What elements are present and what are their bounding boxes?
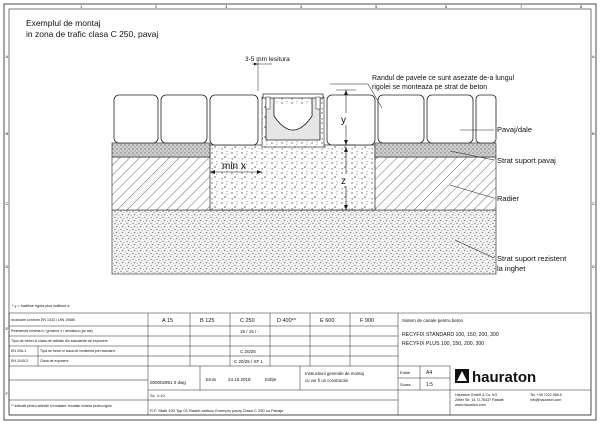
brand-name: hauraton bbox=[472, 369, 537, 386]
grid-col-7: 7 bbox=[520, 4, 523, 9]
dim-z-label: z bbox=[341, 176, 346, 187]
row-exposure: Clasa de expunere bbox=[40, 359, 69, 363]
bottom-note: ** Indicatii pentru selectie si instalare: fundatie minima pentru rigole bbox=[11, 404, 112, 408]
paver bbox=[210, 95, 258, 145]
dim-gap-label: 3-5 mm lesitura bbox=[245, 56, 290, 63]
paver bbox=[427, 95, 473, 143]
paver bbox=[378, 95, 424, 143]
grid-row-b: B bbox=[5, 131, 9, 136]
class-c250: C 250 bbox=[240, 318, 255, 324]
phone: Tel. +49 7222 958-0 bbox=[530, 393, 562, 397]
sheet-value: 1:5 bbox=[426, 382, 433, 388]
bedding-left bbox=[112, 143, 210, 157]
grid-col-4: 4 bbox=[300, 4, 303, 9]
callout-pavers-2: rigolei se monteaza pe strat de beton bbox=[372, 84, 488, 91]
grid-col-3: 3 bbox=[225, 4, 228, 9]
callout-strat-1: Strat suport rezistent bbox=[497, 254, 567, 263]
description: R.F. Stalk 100 Typ 01 Rastel antisoc Exemplu pavaj Clasa C 250 cu Pavaje bbox=[150, 408, 284, 413]
frame-left bbox=[266, 97, 270, 109]
paver bbox=[476, 95, 496, 143]
scale-label: Sc. 1:10 bbox=[150, 393, 165, 398]
grid-row-e: E bbox=[5, 326, 9, 331]
callout-pavers-1: Randul de pavele ce sunt asezate de-a lungul bbox=[372, 75, 515, 82]
row-dims: Rezistenta minima b / grosime z / armatura (pe cat) bbox=[11, 329, 93, 333]
frost-layer bbox=[112, 210, 496, 274]
products-line-2: RECYFIX PLUS 100, 150, 200, 300 bbox=[402, 341, 485, 347]
address-2: Zeller Str. 14, D-76437 Rastatt bbox=[455, 398, 504, 402]
right-title: Sistem de canale pentru beton bbox=[402, 318, 464, 323]
title-line-1: Exemplul de montaj bbox=[26, 18, 101, 28]
cell-c250-strength: C 20/25 bbox=[240, 349, 256, 354]
grid-col-2: 2 bbox=[155, 4, 158, 9]
row-code-2: EN 1045-2 bbox=[11, 359, 29, 363]
grid-col-6: 6 bbox=[445, 4, 448, 9]
edition-date: 24.10.2018 bbox=[228, 377, 251, 382]
edition-value: Ediție bbox=[265, 377, 277, 382]
grid-col-5: 5 bbox=[375, 4, 378, 9]
doc-number: 000002951 0 dwg bbox=[150, 380, 186, 385]
table-texts bbox=[11, 318, 499, 413]
instr-line-1: Instructiuni generale de montaj bbox=[305, 371, 364, 376]
row-strength: Tipul de beton si clasa de rezistenta prin standard bbox=[40, 349, 115, 353]
grid-row-f: F bbox=[5, 391, 8, 396]
email: info@hauraton.com bbox=[530, 398, 562, 402]
class-b125: B 125 bbox=[200, 318, 215, 324]
row-concrete: Tipul de beton si clasa de calitate din standarde de expunere bbox=[11, 339, 108, 343]
grid-row-c: C bbox=[5, 201, 9, 206]
bedding-right bbox=[375, 143, 496, 157]
title-block bbox=[9, 313, 591, 415]
frame-right bbox=[316, 97, 320, 109]
paver bbox=[161, 95, 207, 143]
grid-row-a-right: A bbox=[592, 54, 595, 59]
grid-col-8: 8 bbox=[580, 4, 583, 9]
grid-row-d: D bbox=[5, 264, 9, 269]
title-line-2: in zona de trafic clasa C 250, pavaj bbox=[26, 29, 159, 39]
grid-row-c-right: C bbox=[592, 201, 595, 206]
grid-row-a: A bbox=[5, 54, 9, 59]
grid-row-d-right: D bbox=[592, 264, 595, 269]
callout-strat-2: la inghet bbox=[497, 264, 526, 273]
callout-radier: Radier bbox=[497, 194, 520, 203]
class-e600: E 600 bbox=[320, 318, 335, 324]
paver bbox=[114, 95, 158, 143]
hauraton-logo bbox=[455, 369, 536, 386]
address-1: Hauraton GmbH & Co. KG bbox=[455, 393, 498, 397]
cell-c250-exposure: C 20/25 / XF 1 bbox=[234, 359, 264, 364]
grid-row-b-right: B bbox=[592, 131, 595, 136]
callout-pavaj: Pavaj/dale bbox=[497, 125, 533, 134]
address-3: www.hauraton.com bbox=[455, 403, 486, 407]
class-d400: D 400** bbox=[277, 318, 296, 324]
dim-y-label: y bbox=[341, 115, 346, 126]
edition-label: Emis bbox=[206, 377, 216, 382]
concrete-bed bbox=[210, 145, 375, 210]
footnote: * y = inaltime rigola plus inaltime a bbox=[12, 304, 70, 308]
class-a15: A 15 bbox=[162, 318, 174, 324]
grid-col-1: 1 bbox=[80, 4, 83, 9]
cell-c250-dims: 15 / 15 / - bbox=[240, 329, 260, 334]
row-code-1: EN 206-1 bbox=[11, 349, 27, 353]
paver bbox=[327, 95, 375, 145]
format-value: A4 bbox=[426, 370, 433, 376]
products-line-1: RECYFIX STANDARD 100, 150, 200, 300 bbox=[402, 332, 499, 338]
instr-line-2: cu vor fi un constructie bbox=[305, 378, 348, 383]
callout-strat-pavaj: Strat suport pavaj bbox=[497, 156, 556, 165]
format-label: Ediție bbox=[400, 370, 411, 375]
row-load: Incarcare conform EN 1433 / DIN 19580 bbox=[11, 318, 76, 322]
dim-min-x-label: min x bbox=[222, 161, 246, 172]
sheet-label: Scara bbox=[400, 382, 411, 387]
class-f900: F 900 bbox=[360, 318, 375, 324]
grating bbox=[263, 94, 323, 98]
